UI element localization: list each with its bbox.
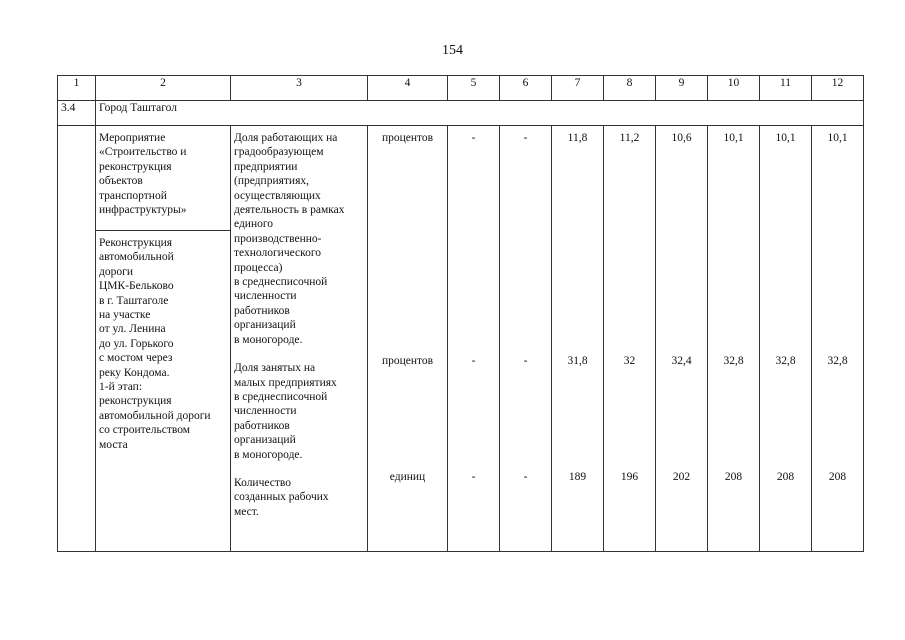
col7-cell: [552, 126, 604, 552]
section-row: [58, 101, 864, 126]
col11-cell: [760, 126, 812, 552]
col12-cell: [812, 126, 864, 552]
unit-value: единиц: [389, 471, 426, 483]
value: 10,1: [723, 132, 744, 144]
header-row: [58, 76, 864, 101]
unit-value: процентов: [381, 132, 434, 144]
header-cell: 8: [604, 76, 656, 101]
value: 189: [568, 471, 587, 483]
section-code: 3.4: [58, 101, 96, 126]
header-cell: 12: [812, 76, 864, 101]
header-cell: 1: [58, 76, 96, 101]
value: 11,2: [619, 132, 640, 144]
program-table: [57, 75, 864, 552]
value: -: [471, 132, 476, 144]
value: -: [471, 355, 476, 367]
value: -: [523, 471, 528, 483]
value: 196: [620, 471, 639, 483]
header-cell: 3: [231, 76, 368, 101]
col5-cell: [448, 126, 500, 552]
events-cell: [96, 126, 231, 552]
value: 32: [623, 355, 636, 367]
col6-cell: [500, 126, 552, 552]
value: 10,6: [671, 132, 692, 144]
value: 208: [724, 471, 743, 483]
header-cell: 6: [500, 76, 552, 101]
indicator-names-cell: [231, 126, 368, 552]
col8-cell: [604, 126, 656, 552]
col9-cell: [656, 126, 708, 552]
value: -: [471, 471, 476, 483]
value: 32,4: [671, 355, 692, 367]
unit-value: процентов: [381, 355, 434, 367]
header-cell: 2: [96, 76, 231, 101]
page-number: 154: [442, 43, 463, 58]
value: 208: [828, 471, 847, 483]
col10-cell: [708, 126, 760, 552]
value: 11,8: [567, 132, 588, 144]
event-reconstruction: Реконструкция автомобильной дороги ЦМК-Бельково в г. Таштаголе на участке от ул. Ленина до ул. Горького с мостом через реку Кондома. 1-й этап: реконструкция автомобильной дороги со строительством моста: [99, 237, 211, 451]
header-cell: 11: [760, 76, 812, 101]
header-cell: 7: [552, 76, 604, 101]
unit-cell: [368, 126, 448, 552]
value: 10,1: [775, 132, 796, 144]
indicator-name: Доля работающих на градообразующем предприятии (предприятиях, осуществляющих деятельность в рамках единого производственно- технологического процесса) в среднесписочной численности работников организаций в моногороде.: [234, 132, 345, 346]
data-row: [58, 126, 864, 552]
header-cell: 9: [656, 76, 708, 101]
value: 32,8: [827, 355, 848, 367]
event-main: Мероприятие «Строительство и реконструкция объектов транспортной инфраструктуры»: [96, 126, 230, 231]
empty-code-cell: [58, 126, 96, 552]
value: 31,8: [567, 355, 588, 367]
header-cell: 10: [708, 76, 760, 101]
indicator-name: Доля занятых на малых предприятиях в среднесписочной численности работников организаций в моногороде.: [234, 362, 337, 461]
header-cell: 5: [448, 76, 500, 101]
section-title: Город Таштагол: [96, 101, 864, 126]
header-cell: 4: [368, 76, 448, 101]
value: 10,1: [827, 132, 848, 144]
value: 32,8: [723, 355, 744, 367]
value: 32,8: [775, 355, 796, 367]
value: -: [523, 355, 528, 367]
value: 202: [672, 471, 691, 483]
indicator-name: Количество созданных рабочих мест.: [234, 476, 329, 518]
value: -: [523, 132, 528, 144]
value: 208: [776, 471, 795, 483]
